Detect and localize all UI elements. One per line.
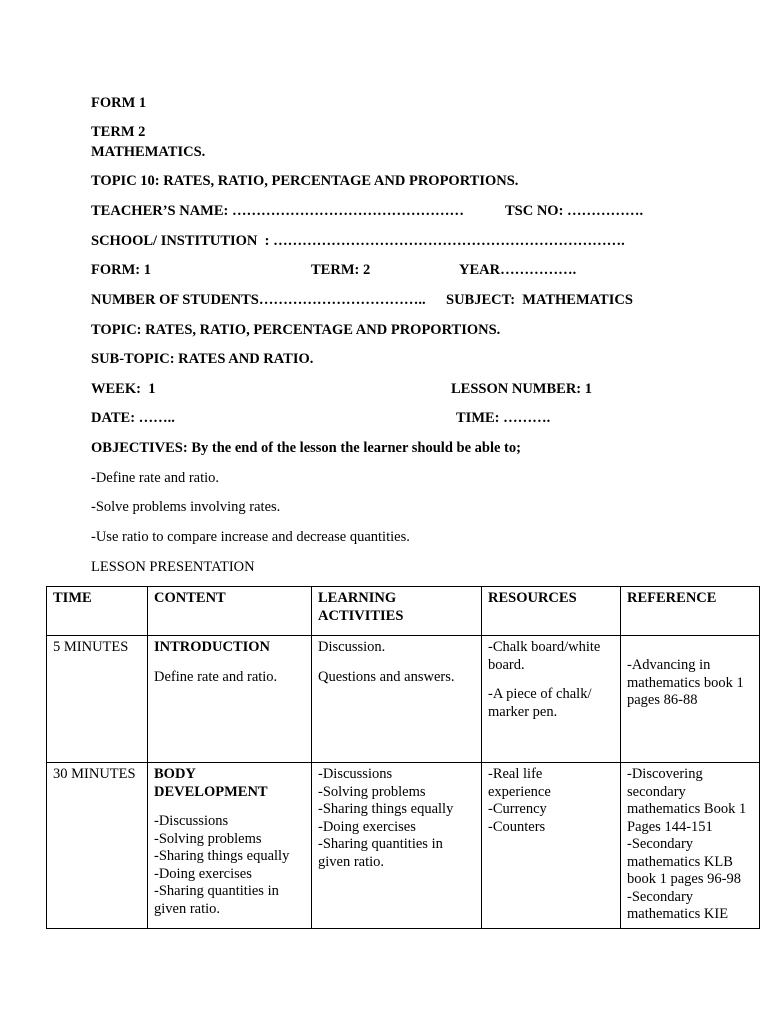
row2-reference-line: secondary: [627, 783, 686, 800]
row2-activity: -Discussions: [318, 766, 393, 782]
header-time: TIME: [47, 587, 148, 636]
row2-activity: given ratio.: [318, 853, 385, 870]
teacher-name-field: TEACHER’S NAME: …………………………………………: [91, 203, 464, 219]
date-field: DATE: ……..: [91, 410, 175, 426]
row2-resource: -Currency: [488, 801, 547, 817]
row2-resource: experience: [488, 783, 551, 800]
row1-resource: board.: [488, 656, 525, 673]
term-field: TERM: 2: [311, 262, 371, 278]
header-reference: REFERENCE: [621, 587, 760, 636]
row1-resource: -Chalk board/white: [488, 639, 601, 655]
header-content: CONTENT: [148, 587, 312, 636]
topic-field: TOPIC: RATES, RATIO, PERCENTAGE AND PROPORTIONS.: [91, 322, 501, 338]
row1-resource: -A piece of chalk/: [488, 686, 592, 702]
row2-resource: -Real life: [488, 766, 543, 782]
table-header-row: [47, 587, 760, 636]
objectives-label: OBJECTIVES: [91, 440, 183, 456]
row1-resource: marker pen.: [488, 703, 558, 720]
objective-item: -Define rate and ratio.: [91, 470, 220, 486]
time-field: TIME: ……….: [456, 410, 551, 426]
objective-item: -Solve problems involving rates.: [91, 499, 281, 515]
objectives-intro: : By the end of the lesson the learner should be able to;: [182, 440, 521, 456]
row2-reference-line: mathematics KIE: [627, 906, 729, 922]
objectives-line: [91, 439, 521, 457]
row2-resources: [482, 763, 621, 929]
row1-activity: Discussion.: [318, 639, 386, 655]
row1-reference: [621, 636, 760, 763]
row1-content-text: Define rate and ratio.: [154, 668, 278, 685]
row2-activity: -Sharing things equally: [318, 801, 454, 817]
row2-content-item: -Doing exercises: [154, 865, 252, 882]
row2-content: [148, 763, 312, 929]
subject-heading: MATHEMATICS.: [91, 144, 206, 160]
header-learning-activities: [312, 587, 482, 636]
row2-reference-line: mathematics Book 1: [627, 801, 747, 817]
row1-content-title: INTRODUCTION: [154, 639, 271, 655]
row2-reference-line: -Discovering: [627, 766, 703, 782]
row2-activity: -Doing exercises: [318, 818, 416, 835]
lesson-table: [46, 586, 760, 929]
row1-reference-line: pages 86-88: [627, 692, 698, 708]
row2-content-title: BODY: [154, 766, 196, 782]
row2-content-item: -Sharing quantities in: [154, 883, 279, 899]
number-of-students-field: NUMBER OF STUDENTS……………………………..: [91, 292, 426, 308]
sub-topic-field: SUB-TOPIC: RATES AND RATIO.: [91, 351, 314, 367]
year-field: YEAR…………….: [459, 262, 577, 278]
row2-reference-line: -Secondary: [627, 836, 694, 852]
row1-activity: Questions and answers.: [318, 668, 455, 685]
row2-reference-line: -Secondary: [627, 888, 694, 905]
form-heading: FORM 1: [91, 95, 147, 111]
row2-content-item: given ratio.: [154, 900, 221, 917]
subject-field: SUBJECT: MATHEMATICS: [446, 292, 633, 308]
form-field: FORM: 1: [91, 262, 151, 278]
lesson-number-field: LESSON NUMBER: 1: [451, 381, 592, 397]
row2-activity: -Solving problems: [318, 783, 426, 800]
row2-reference-line: Pages 144-151: [627, 818, 713, 835]
school-field: SCHOOL/ INSTITUTION : ……………………………………………………………….: [91, 233, 625, 249]
row1-activities: [312, 636, 482, 763]
header-activities: ACTIVITIES: [318, 607, 404, 624]
week-field: WEEK: 1: [91, 381, 156, 397]
row2-content-item: -Solving problems: [154, 830, 262, 847]
term-heading: TERM 2: [91, 124, 146, 140]
row1-time: 5 MINUTES: [47, 636, 148, 763]
row2-time: 30 MINUTES: [47, 763, 148, 929]
row2-reference: [621, 763, 760, 929]
row2-reference-line: book 1 pages 96-98: [627, 871, 741, 887]
tsc-no-field: TSC NO: …………….: [505, 203, 644, 219]
row1-content: [148, 636, 312, 763]
objective-item: -Use ratio to compare increase and decrease quantities.: [91, 529, 410, 545]
lesson-presentation-heading: LESSON PRESENTATION: [91, 559, 255, 575]
row2-activity: -Sharing quantities in: [318, 836, 443, 852]
row2-content-item: -Sharing things equally: [154, 848, 290, 864]
header-resources: RESOURCES: [482, 587, 621, 636]
row2-resource: -Counters: [488, 818, 546, 835]
header-learning: LEARNING: [318, 590, 397, 606]
topic-title: TOPIC 10: RATES, RATIO, PERCENTAGE AND PROPORTIONS.: [91, 173, 519, 189]
row2-content-item: -Discussions: [154, 813, 229, 829]
row2-activities: [312, 763, 482, 929]
row1-reference-line: -Advancing in: [627, 657, 711, 673]
row1-reference-line: mathematics book 1: [627, 674, 744, 691]
row2-content-title: DEVELOPMENT: [154, 783, 268, 800]
table-row: [47, 763, 760, 929]
table-row: [47, 636, 760, 763]
row2-reference-line: mathematics KLB: [627, 853, 733, 870]
row1-resources: [482, 636, 621, 763]
